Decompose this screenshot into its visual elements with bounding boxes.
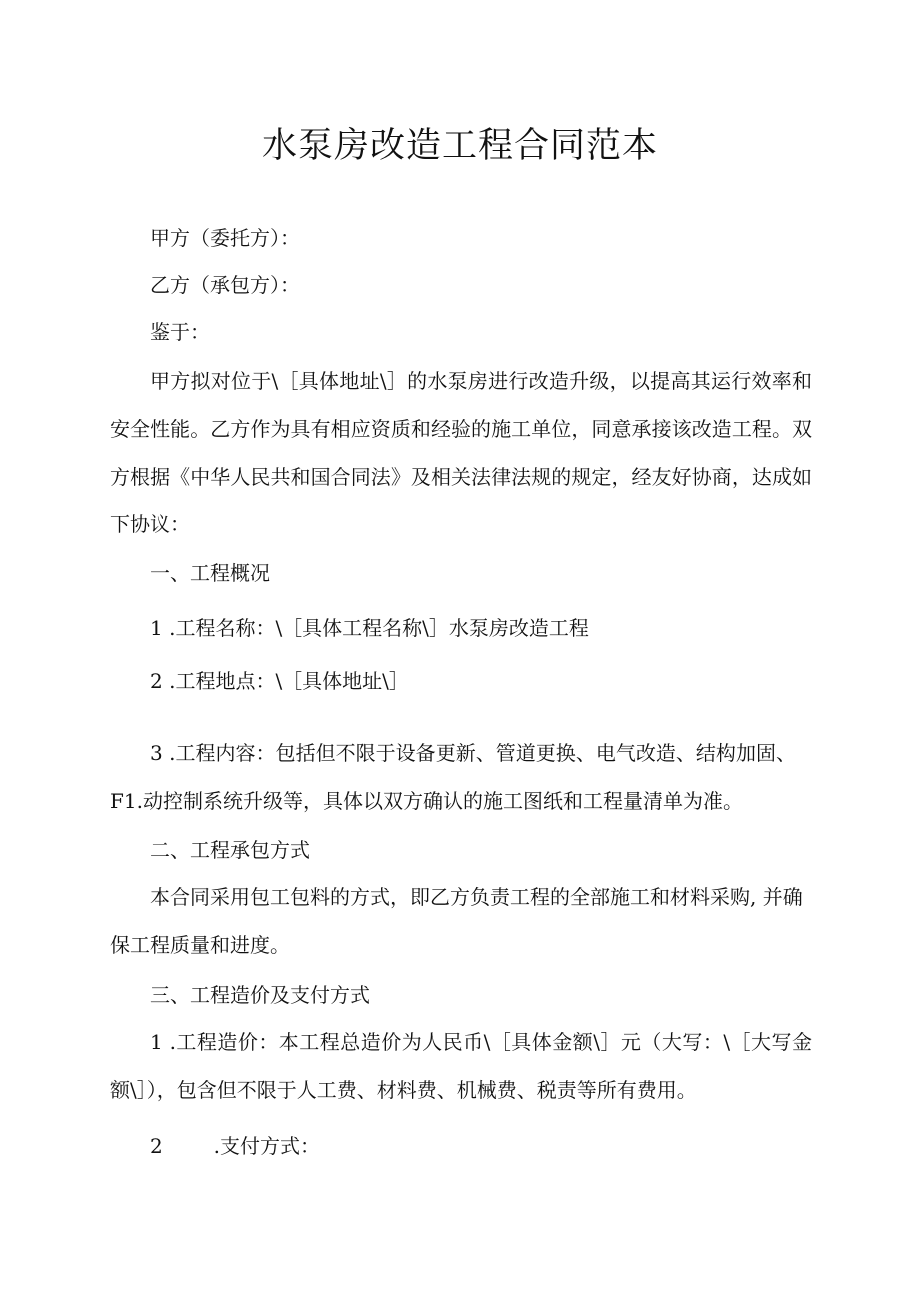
whereas-line: 鉴于： [150, 320, 210, 344]
section-1-item-2: 2 .工程地点：\［具体地址\］ [150, 669, 409, 693]
section-2-heading: 二、工程承包方式 [150, 838, 310, 862]
section-3-heading: 三、工程造价及支付方式 [150, 983, 370, 1007]
section-2-line-1: 本合同采用包工包料的方式，即乙方负责工程的全部施工和材料采购, 并确 [150, 885, 803, 909]
section-3-item-1-line-2: 额\］），包含但不限于人工费、材料费、机械费、税责等所有费用。 [110, 1078, 697, 1102]
intro-line-3: 方根据《中华人民共和国合同法》及相关法律法规的规定，经友好协商，达成如 [110, 465, 812, 489]
section-1-heading: 一、工程概况 [150, 561, 270, 585]
party-b-line: 乙方（承包方）： [150, 273, 300, 297]
document-title: 水泵房改造工程合同范本 [261, 126, 658, 166]
intro-line-1: 甲方拟对位于\［具体地址\］的水泵房进行改造升级，以提高其运行效率和 [150, 369, 812, 393]
intro-line-2: 安全性能。乙方作为具有相应资质和经验的施工单位，同意承接该改造工程。双 [110, 417, 812, 441]
party-a-line: 甲方（委托方）： [150, 226, 300, 250]
section-1-item-3-line-1: 3 .工程内容：包括但不限于设备更新、管道更换、电气改造、结构加固、 [150, 741, 796, 765]
intro-line-4: 下协议： [110, 512, 190, 536]
section-1-item-3-line-2: F1.动控制系统升级等，具体以双方确认的施工图纸和工程量清单为准。 [110, 789, 743, 813]
section-3-item-2: 2 .支付方式： [150, 1134, 320, 1158]
section-1-item-1: 1 .工程名称：\［具体工程名称\］水泵房改造工程 [150, 616, 589, 640]
section-3-item-1-line-1: 1 .工程造价：本工程总造价为人民币\［具体金额\］元（大写：\［大写金 [150, 1030, 812, 1054]
section-2-line-2: 保工程质量和进度。 [110, 933, 290, 957]
